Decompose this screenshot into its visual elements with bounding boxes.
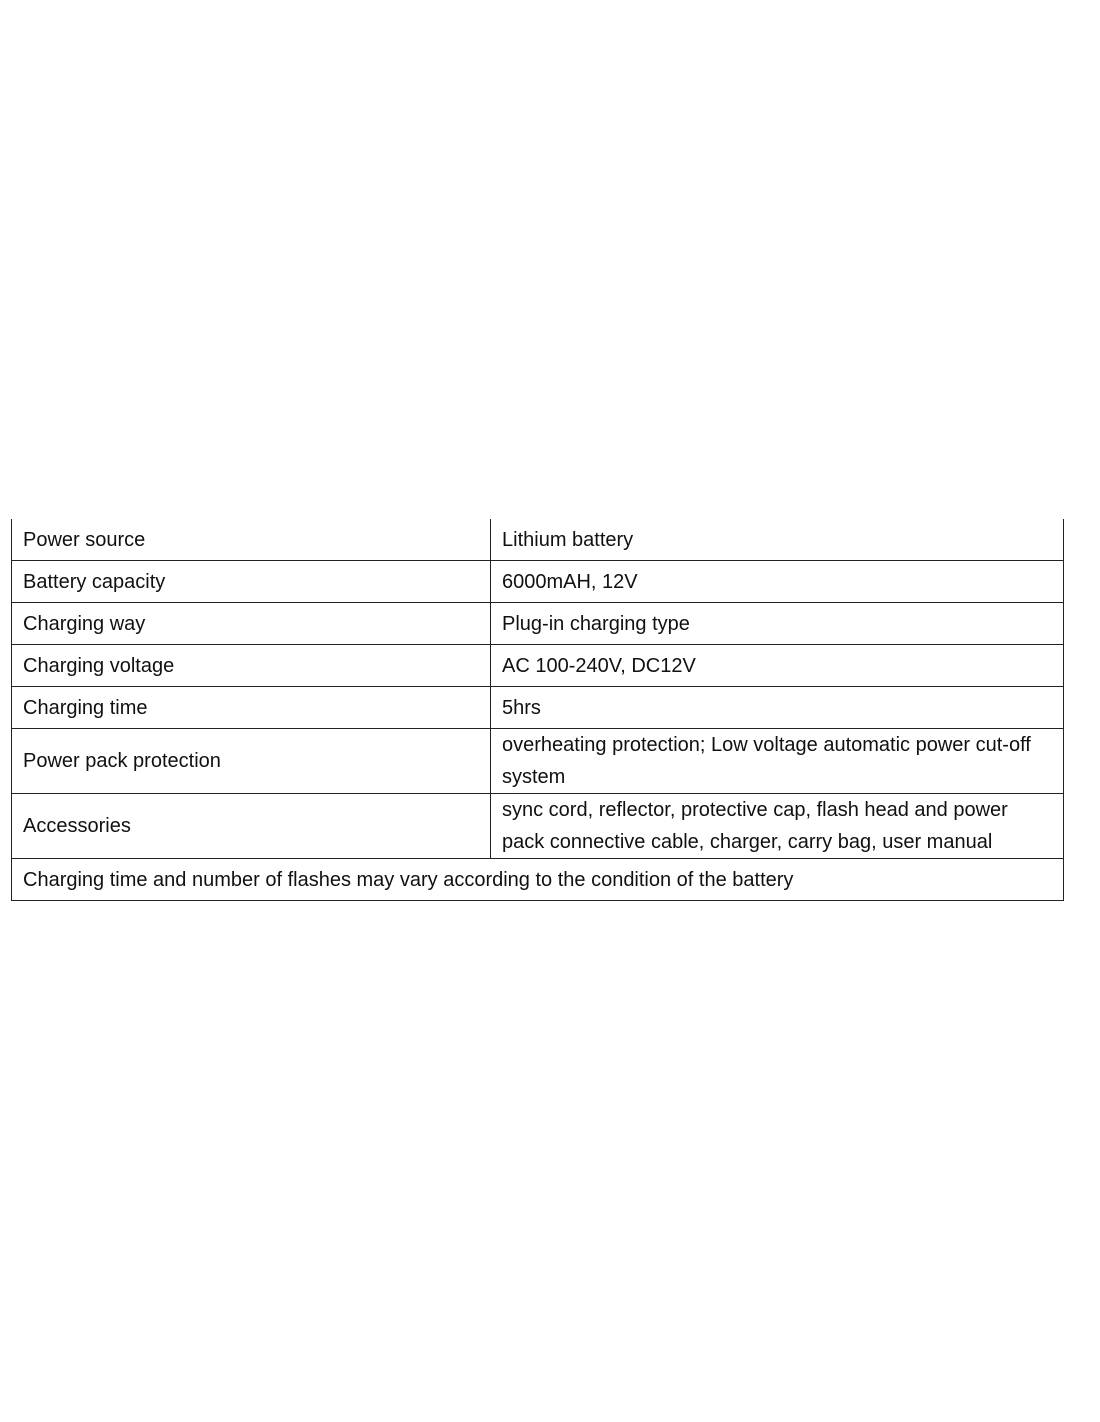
spec-label: Charging time	[12, 687, 491, 729]
table-row	[12, 794, 1064, 859]
table-row	[12, 687, 1064, 729]
table-note-row	[12, 859, 1064, 901]
spec-label: Power source	[12, 519, 491, 561]
spec-value: Lithium battery	[491, 519, 1064, 561]
table-note: Charging time and number of flashes may vary according to the condition of the battery	[12, 859, 1064, 901]
spec-value: 6000mAH, 12V	[491, 561, 1064, 603]
spec-label: Power pack protection	[12, 729, 491, 794]
spec-label: Charging voltage	[12, 645, 491, 687]
spec-label: Battery capacity	[12, 561, 491, 603]
spec-value: overheating protection; Low voltage automatic power cut-off system	[491, 729, 1064, 794]
spec-value: sync cord, reflector, protective cap, flash head and power pack connective cable, charger, carry bag, user manual	[491, 794, 1064, 859]
table-row	[12, 519, 1064, 561]
table-row	[12, 645, 1064, 687]
spec-label: Charging way	[12, 603, 491, 645]
spec-value: AC 100-240V, DC12V	[491, 645, 1064, 687]
table-row	[12, 729, 1064, 794]
table-row	[12, 561, 1064, 603]
spec-label: Accessories	[12, 794, 491, 859]
spec-value: 5hrs	[491, 687, 1064, 729]
spec-value: Plug-in charging type	[491, 603, 1064, 645]
table-row	[12, 603, 1064, 645]
spec-table	[11, 519, 1064, 901]
